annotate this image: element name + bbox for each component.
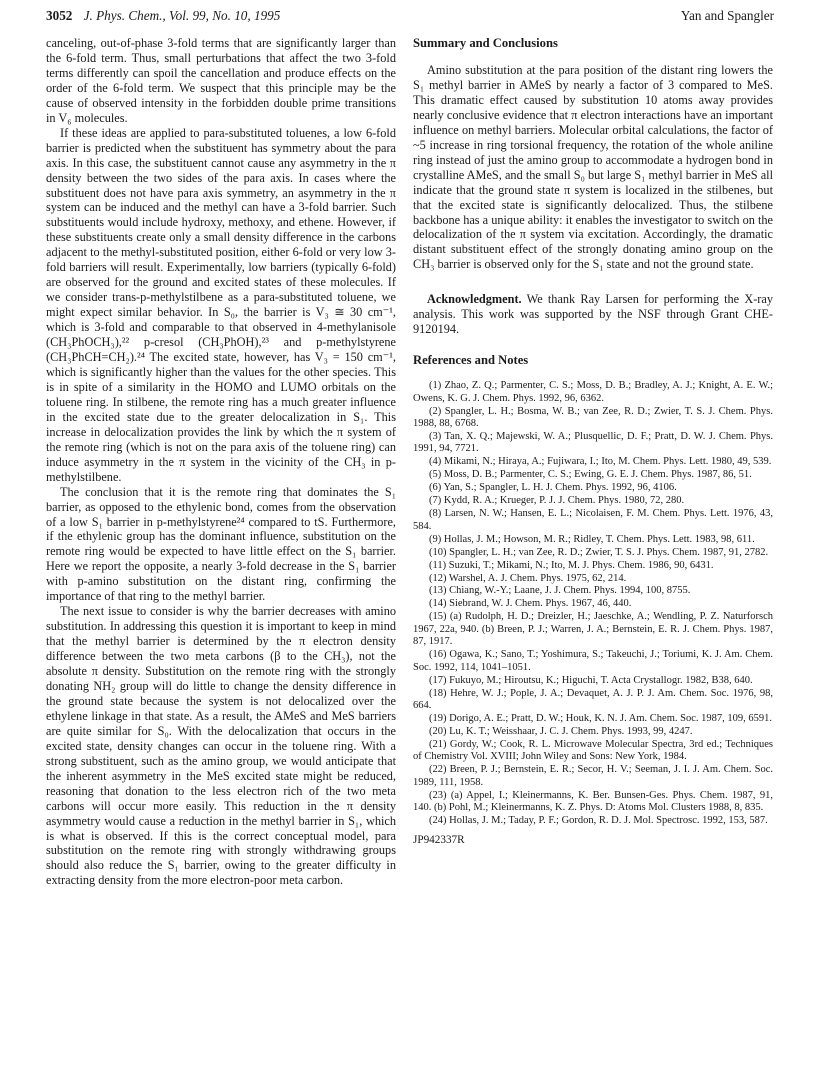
body-paragraph: If these ideas are applied to para-substituted toluenes, a low 6-fold barrier is predicted when the substituent has symmetry about the para axis. In this case, the substituent cannot cause any asymmetry in the π density between the two sides of the para axis. In cases where the substituent does not have para axis symmetry, an asymmetry in the π system can be induced and the methyl can have a 3-fold barrier. Such substituents would include hydroxy, methoxy, and ethene. However, if these substituents create only a small density difference in the carbons adjacent to the methyl-substituted position, either 6-fold or very low 3-fold barriers will result. Experimentally, low barriers (typically 6-fold) are observed for the ground and excited states of these molecules. If we consider trans-p-methylstilbene as a para-substituted toluene, we might expect similar behavior. In S₀, the barrier is V₃ ≅ 30 cm⁻¹, which is 3-fold and comparable to that observed in 4-methylanisole (CH₃PhOCH₃),²² p-cresol (CH₃PhOH),²³ and p-methylstyrene (CH₃PhCH=CH₂).²⁴ The excited state, however, has V₃ = 150 cm⁻¹, which is significantly higher than the values for the other species. This is in spite of a similarity in the HOMO and LUMO orbitals on the toluene ring. In stilbene, the remote ring has a much greater influence in the excited state due to the greater delocalization in S₁. This increase in delocalization provides the link by which the π system of the remote ring (which is not on the para axis of the toluene ring) can induce asymmetry in the π system in the vicinity of the CH₃ in p-methylstilbene. bbox=[46, 125, 396, 484]
header-left bbox=[46, 6, 280, 26]
reference-list bbox=[413, 380, 773, 827]
reference-item: (20) Lu, K. T.; Weisshaar, J. C. J. Chem. Phys. 1993, 99, 4247. bbox=[429, 725, 693, 737]
reference-item: (4) Mikami, N.; Hiraya, A.; Fujiwara, I.; Ito, M. Chem. Phys. Lett. 1980, 49, 539. bbox=[429, 456, 772, 468]
acknowledgment-text: We thank Ray Larsen for performing the X-ray analysis. This work was supported by the NSF through Grant CHE-9120194. bbox=[413, 292, 773, 337]
section-heading-summary: Summary and Conclusions bbox=[413, 36, 558, 50]
right-column bbox=[413, 36, 773, 847]
reference-item: (21) Gordy, W.; Cook, R. L. Microwave Molecular Spectra, 3rd ed.; Techniques of Chemistry Vol. XVIII; John Wiley and Sons: New York, 1984. bbox=[413, 738, 773, 763]
reference-item: (8) Larsen, N. W.; Hansen, E. L.; Nicolaisen, F. M. Chem. Phys. Lett. 1976, 43, 584. bbox=[413, 508, 773, 532]
reference-item: (5) Moss, D. B.; Parmenter, C. S.; Ewing, G. E. J. Chem. Phys. 1987, 86, 51. bbox=[429, 469, 752, 481]
left-column bbox=[46, 36, 396, 888]
reference-item: (9) Hollas, J. M.; Howson, M. R.; Ridley, T. Chem. Phys. Lett. 1983, 98, 611. bbox=[429, 533, 755, 545]
body-paragraph: canceling, out-of-phase 3-fold terms that are significantly larger than the 6-fold term. Thus, small perturbations that affect the two 3-fold terms differently can spoil the cancellation and produce effects on the order of the 6-fold term. We suspect that this principle may be the cause of observed intensity in the forbidden double prime transitions in V₆ molecules. bbox=[46, 36, 396, 125]
page-number: 3052 bbox=[46, 8, 73, 23]
acknowledgment-label: Acknowledgment. bbox=[427, 292, 522, 307]
section-heading-references: References and Notes bbox=[413, 353, 529, 368]
reference-item: (17) Fukuyo, M.; Hiroutsu, K.; Higuchi, T. Acta Crystallogr. 1982, B38, 640. bbox=[429, 674, 753, 686]
reference-item: (12) Warshel, A. J. Chem. Phys. 1975, 62, 214. bbox=[429, 572, 627, 584]
acknowledgment-paragraph bbox=[413, 292, 773, 337]
reference-item: (10) Spangler, L. H.; van Zee, R. D.; Zwier, T. S. J. Phys. Chem. 1987, 91, 2782. bbox=[429, 546, 769, 558]
body-paragraph: The conclusion that it is the remote ring that dominates the S₁ barrier, as opposed to the ethylenic bond, comes from the observation of a low S₁ barrier in p-methylstyrene²⁴ compared to tS. Furthermore, if the ethylenic group has the dominant influence, substitution on the remote ring would be expected to have little effect on the S₁ barrier. Here we report the opposite, a nearly 3-fold decrease in the S₁ barrier with p-amino substitution on the distant ring, confirming the importance of that ring to the methyl barrier. bbox=[46, 484, 396, 604]
reference-item: (3) Tan, X. Q.; Majewski, W. A.; Plusquellic, D. F.; Pratt, D. W. J. Chem. Phys. 1991, 94, 7721. bbox=[413, 431, 773, 455]
journal-citation: J. Phys. Chem., Vol. 99, No. 10, 1995 bbox=[83, 8, 281, 23]
reference-item: (13) Chiang, W.-Y.; Laane, J. J. Chem. Phys. 1994, 100, 8755. bbox=[429, 585, 691, 597]
summary-paragraph: Amino substitution at the para position of the distant ring lowers the S₁ methyl barrier in AMeS by nearly a factor of 3 compared to MeS. This dramatic effect caused by substitution 10 atoms away provides nearly conclusive evidence that π electron interactions have an important influence on methyl barriers. Molecular orbital calculations, the factor of ~5 increase in ring torsional frequency, the rotation of the whole aniline ring instead of just the amino group to accommodate a hydrogen bond in crystalline AMeS, and the small S₀ but large S₁ methyl barrier in MeS all indicate that the ground state π system is localized in the stilbenes, but that the excited state is significantly delocalized. Thus, the stilbene backbone has a unique ability: it enables the investigator to switch on the delocalization of the π system via excitation. Accordingly, the dramatic distant substituent effect of the strongly donating amino group on the CH₃ barrier is observed only for the S₁ state and not the ground state. bbox=[413, 63, 773, 272]
reference-item: (18) Hehre, W. J.; Pople, J. A.; Devaquet, A. J. P. J. Am. Chem. Soc. 1976, 98, 664. bbox=[413, 687, 773, 712]
reference-item: (1) Zhao, Z. Q.; Parmenter, C. S.; Moss, D. B.; Bradley, A. J.; Knight, A. E. W.; Owens, K. G. J. Chem. Phys. 1992, 96, 6362. bbox=[413, 380, 773, 404]
reference-item: (23) (a) Appel, I.; Kleinermanns, K. Ber. Bunsen-Ges. Phys. Chem. 1987, 91, 140. (b) Pohl, M.; Kleinermanns, K. Z. Phys. D: Atoms Mol. Clusters 1988, 8, 835. bbox=[413, 789, 773, 814]
reference-item: (16) Ogawa, K.; Sano, T.; Yoshimura, S.; Takeuchi, J.; Toriumi, K. J. Am. Chem. Soc. 1992, 114, 1041–1051. bbox=[413, 649, 773, 673]
body-paragraph: The next issue to consider is why the barrier decreases with amino substitution. In addressing this question it is important to keep in mind that the methyl barrier is determined by the π electron density difference between the two meta carbons (β to the CH₃), not the absolute π density. Substitution on the remote ring with the strongly donating NH₂ group will do little to change the density difference in the ground state because the system is not delocalized over the ethylene linkage in that state. As a result, the AMeS and MeS barriers are quite similar for S₀. With the delocalization that occurs in the excited state, density changes can occur in the toluene ring. With a strong substituent, such as the amino group, we would anticipate that the inherent asymmetry in the MeS excited state might be reduced, reasoning that donation to the less electron rich of the two meta carbons will occur more easily. This reduction in the π density asymmetry would cause a reduction in the methyl barrier in S₁, which is what is observed. If this is the correct conceptual model, para substitution on the remote ring with strongly withdrawing groups should also reduce the S₁ barrier, owing to the greater difficulty in extracting density from the more electron-poor meta carbon. bbox=[46, 604, 396, 888]
reference-item: (24) Hollas, J. M.; Taday, P. F.; Gordon, R. D. J. Mol. Spectrosc. 1992, 153, 587. bbox=[429, 815, 768, 827]
reference-item: (19) Dorigo, A. E.; Pratt, D. W.; Houk, K. N. J. Am. Chem. Soc. 1987, 109, 6591. bbox=[429, 712, 772, 724]
reference-item: (11) Suzuki, T.; Mikami, N.; Ito, M. J. Phys. Chem. 1986, 90, 6431. bbox=[429, 559, 714, 571]
reference-item: (7) Kydd, R. A.; Krueger, P. J. J. Chem. Phys. 1980, 72, 280. bbox=[429, 495, 685, 507]
reference-item: (22) Breen, P. J.; Bernstein, E. R.; Secor, H. V.; Seeman, J. I. J. Am. Chem. Soc. 1989, 111, 1958. bbox=[413, 764, 773, 788]
reference-item: (14) Siebrand, W. J. Chem. Phys. 1967, 46, 440. bbox=[429, 598, 632, 610]
reference-item: (15) (a) Rudolph, H. D.; Dreizler, H.; Jaeschke, A.; Wendling, P. Z. Naturforsch 1967, 22a, 940. (b) Breen, P. J.; Warren, J. A.; Bernstein, E. R. J. Chem. Phys. 1987, 87, 1917. bbox=[413, 611, 773, 648]
reference-item: (6) Yan, S.; Spangler, L. H. J. Chem. Phys. 1992, 96, 4106. bbox=[429, 482, 677, 494]
manuscript-code: JP942337R bbox=[413, 833, 465, 846]
page-header bbox=[46, 6, 774, 26]
running-authors: Yan and Spangler bbox=[680, 8, 774, 23]
reference-item: (2) Spangler, L. H.; Bosma, W. B.; van Zee, R. D.; Zwier, T. S. J. Chem. Phys. 1988, 88, 6768. bbox=[413, 405, 773, 430]
